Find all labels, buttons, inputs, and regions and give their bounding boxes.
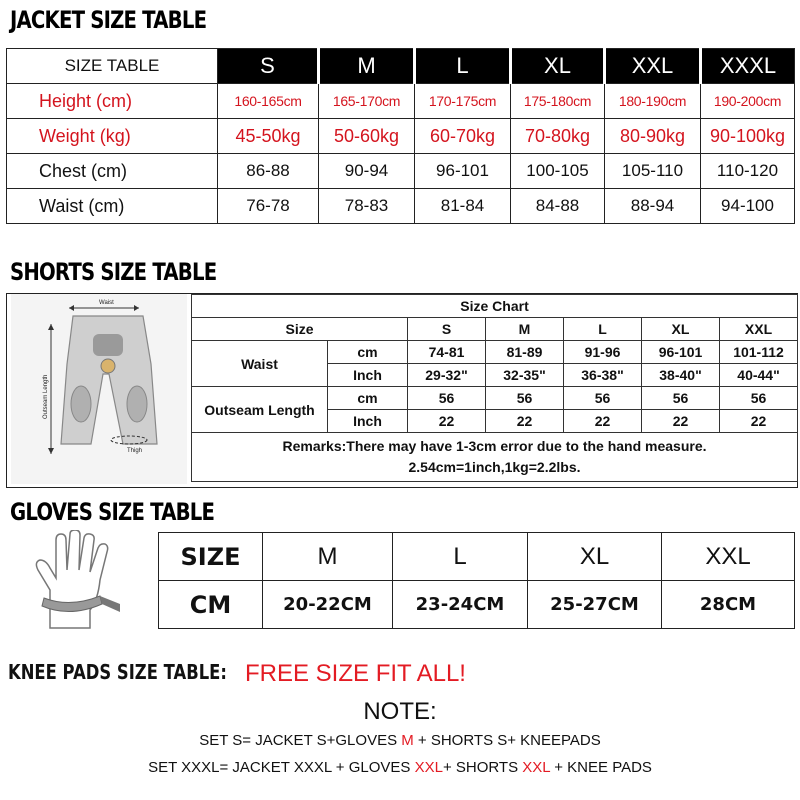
shorts-waist-cm-row [192,341,798,364]
jacket-height-row [7,84,795,119]
jacket-cell: 105-110 [605,154,701,189]
shorts-cell: 22 [408,410,486,433]
shorts-cell: 22 [642,410,720,433]
shorts-size: M [486,318,564,341]
gloves-cm-label: CM [159,581,263,629]
note-line-1 [0,732,800,749]
thigh-figure-label: Thigh [127,448,143,454]
note-line-1-part: + SHORTS S+ KNEEPADS [413,732,601,749]
jacket-cell: 88-94 [605,189,701,224]
shorts-title: SHORTS SIZE TABLE [10,258,217,286]
shorts-cell: 38-40" [642,364,720,387]
outseam-figure-label: Outseam Length [43,374,49,419]
shorts-title-row [192,295,798,318]
note-line-1-part: SET S= JACKET S+GLOVES [199,732,402,749]
jacket-size-xxxl: XXXL [701,49,795,84]
jacket-cell: 170-175cm [415,84,511,119]
shorts-cell: 56 [486,387,564,410]
jacket-cell: 175-180cm [511,84,605,119]
gloves-cm-row [159,581,795,629]
shorts-unit-inch: Inch [328,364,408,387]
note-title: NOTE: [363,698,437,725]
knee-pads-title: KNEE PADS SIZE TABLE: [8,660,227,684]
note-line-2-part: + SHORTS [442,759,523,776]
shorts-cell: 40-44" [720,364,798,387]
shorts-remarks [192,433,798,482]
jacket-cell: 110-120 [701,154,795,189]
gloves-size-row [159,533,795,581]
shorts-cell: 32-35" [486,364,564,387]
jacket-cell: 90-94 [319,154,415,189]
jacket-cell: 78-83 [319,189,415,224]
jacket-waist-row [7,189,795,224]
shorts-cell: 56 [642,387,720,410]
gloves-size-label: SIZE [159,533,263,581]
jacket-cell: 94-100 [701,189,795,224]
gloves-size: M [263,533,393,581]
gloves-cell: 28CM [662,581,795,629]
jacket-cell: 96-101 [415,154,511,189]
shorts-unit-cm: cm [328,341,408,364]
jacket-cell: 160-165cm [218,84,319,119]
shorts-size: XL [642,318,720,341]
shorts-cell: 29-32" [408,364,486,387]
remarks-line-1: Remarks:There may have 1-3cm error due to the hand measure. [282,438,707,454]
jacket-row-label: Height (cm) [7,84,218,119]
shorts-cell: 81-89 [486,341,564,364]
remarks-line-2: 2.54cm=1inch,1kg=2.2lbs. [408,459,581,475]
jacket-cell: 45-50kg [218,119,319,154]
note-line-2-part: + KNEE PADS [550,759,652,776]
note-line-2-highlight: XXL [414,759,443,776]
shorts-cell: 22 [564,410,642,433]
shorts-cell: 22 [720,410,798,433]
note-line-2-part: SET XXXL= JACKET XXXL + GLOVES [148,759,415,776]
shorts-cell: 74-81 [408,341,486,364]
jacket-weight-row [7,119,795,154]
jacket-cell: 81-84 [415,189,511,224]
shorts-cell: 56 [408,387,486,410]
shorts-unit-cm: cm [328,387,408,410]
shorts-size: L [564,318,642,341]
jacket-cell: 84-88 [511,189,605,224]
shorts-size-table [191,294,798,482]
shorts-cell: 56 [720,387,798,410]
hand-measure-diagram [20,530,145,630]
jacket-cell: 86-88 [218,154,319,189]
shorts-cell: 91-96 [564,341,642,364]
shorts-size: XXL [720,318,798,341]
jacket-size-table [6,48,795,224]
jacket-size-s: S [218,49,319,84]
jacket-cell: 190-200cm [701,84,795,119]
jacket-size-l: L [415,49,511,84]
jacket-size-m: M [319,49,415,84]
shorts-waist-label: Waist [192,341,328,387]
shorts-chart-title: Size Chart [192,295,798,318]
note-line-2 [0,759,800,776]
jacket-cell: 76-78 [218,189,319,224]
shorts-outseam-label: Outseam Length [192,387,328,433]
gloves-size: XL [528,533,662,581]
waist-figure-label: Waist [99,300,114,306]
jacket-size-xxl: XXL [605,49,701,84]
jacket-chest-row [7,154,795,189]
shorts-size-row [192,318,798,341]
gloves-cell: 23-24CM [393,581,528,629]
jacket-cell: 165-170cm [319,84,415,119]
shorts-cell: 36-38" [564,364,642,387]
shorts-unit-inch: Inch [328,410,408,433]
knee-pads-value: FREE SIZE FIT ALL! [245,660,466,687]
jacket-title: JACKET SIZE TABLE [10,6,207,34]
shorts-size: S [408,318,486,341]
note-line-2-highlight: XXL [522,759,551,776]
jacket-cell: 80-90kg [605,119,701,154]
gloves-cell: 20-22CM [263,581,393,629]
shorts-cell: 101-112 [720,341,798,364]
note-line-1-highlight: M [401,732,414,749]
shorts-outseam-cm-row [192,387,798,410]
shorts-diagram [11,294,187,484]
jacket-cell: 70-80kg [511,119,605,154]
jacket-cell: 90-100kg [701,119,795,154]
jacket-corner-label: SIZE TABLE [7,49,218,84]
shorts-remarks-row [192,433,798,482]
gloves-size: L [393,533,528,581]
jacket-row-label: Weight (kg) [7,119,218,154]
jacket-size-xl: XL [511,49,605,84]
gloves-size: XXL [662,533,795,581]
shorts-cell: 56 [564,387,642,410]
shorts-cell: 96-101 [642,341,720,364]
jacket-row-label: Chest (cm) [7,154,218,189]
jacket-row-label: Waist (cm) [7,189,218,224]
jacket-header-row [7,49,795,84]
shorts-cell: 22 [486,410,564,433]
jacket-cell: 50-60kg [319,119,415,154]
gloves-title: GLOVES SIZE TABLE [10,498,215,526]
jacket-cell: 100-105 [511,154,605,189]
jacket-cell: 60-70kg [415,119,511,154]
gloves-size-table [158,532,795,629]
shorts-size-label: Size [192,318,408,341]
shorts-section [6,293,798,488]
jacket-cell: 180-190cm [605,84,701,119]
gloves-cell: 25-27CM [528,581,662,629]
